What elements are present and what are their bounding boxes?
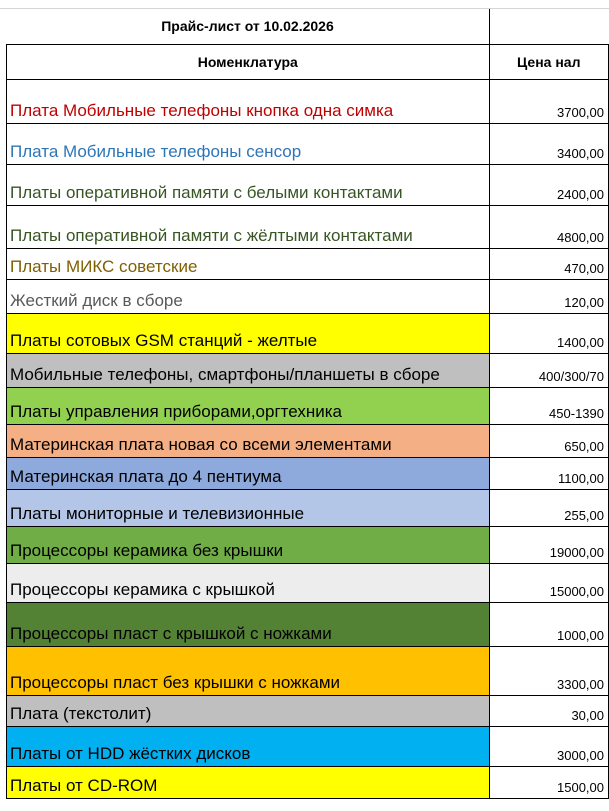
price-list-title: Прайс-лист от 10.02.2026	[7, 9, 490, 44]
item-name-cell[interactable]: Плата Мобильные телефоны сенсор	[7, 123, 490, 164]
table-row	[7, 164, 609, 205]
table-row	[7, 563, 609, 602]
item-name-cell[interactable]: Платы от HDD жёстких дисков	[7, 726, 490, 766]
item-price-cell[interactable]: 4800,00	[489, 205, 609, 248]
item-name-cell[interactable]: Платы мониторные и телевизионные	[7, 489, 490, 526]
item-price-cell[interactable]: 1500,00	[489, 766, 609, 798]
table-row	[7, 205, 609, 248]
sheet-top-edge	[0, 0, 609, 9]
table-row	[7, 526, 609, 563]
item-name-cell[interactable]: Плата Мобильные телефоны кнопка одна симка	[7, 79, 490, 123]
table-row	[7, 695, 609, 726]
table-row	[7, 313, 609, 353]
item-name-cell[interactable]: Материнская плата до 4 пентиума	[7, 457, 490, 489]
table-row	[7, 726, 609, 766]
table-row	[7, 457, 609, 489]
item-name-cell[interactable]: Платы оперативной памяти с жёлтыми контактами	[7, 205, 490, 248]
item-price-cell[interactable]: 19000,00	[489, 526, 609, 563]
table-row	[7, 353, 609, 387]
item-price-cell[interactable]: 470,00	[489, 248, 609, 279]
title-row	[7, 9, 609, 44]
table-row	[7, 766, 609, 798]
price-table	[6, 9, 609, 799]
header-row	[7, 44, 609, 79]
item-price-cell[interactable]: 255,00	[489, 489, 609, 526]
item-name-cell[interactable]: Процессоры пласт без крышки с ножками	[7, 646, 490, 695]
item-name-cell[interactable]: Процессоры керамика с крышкой	[7, 563, 490, 602]
item-price-cell[interactable]: 1000,00	[489, 602, 609, 646]
item-price-cell[interactable]: 1400,00	[489, 313, 609, 353]
column-header-price: Цена нал	[489, 44, 609, 79]
item-name-cell[interactable]: Мобильные телефоны, смартфоны/планшеты в сборе	[7, 353, 490, 387]
table-row	[7, 424, 609, 457]
item-price-cell[interactable]: 650,00	[489, 424, 609, 457]
item-name-cell[interactable]: Процессоры пласт с крышкой с ножками	[7, 602, 490, 646]
item-name-cell[interactable]: Платы от CD-ROM	[7, 766, 490, 798]
item-price-cell[interactable]: 1100,00	[489, 457, 609, 489]
item-price-cell[interactable]: 2400,00	[489, 164, 609, 205]
item-name-cell[interactable]: Плата (текстолит)	[7, 695, 490, 726]
table-row	[7, 489, 609, 526]
item-price-cell[interactable]: 120,00	[489, 279, 609, 313]
table-row	[7, 279, 609, 313]
item-name-cell[interactable]: Платы МИКС советские	[7, 248, 490, 279]
item-name-cell[interactable]: Материнская плата новая со всеми элементами	[7, 424, 490, 457]
table-row	[7, 123, 609, 164]
item-price-cell[interactable]: 3300,00	[489, 646, 609, 695]
column-header-name: Номенклатура	[7, 44, 490, 79]
item-price-cell[interactable]: 3000,00	[489, 726, 609, 766]
item-name-cell[interactable]: Платы управления приборами,оргтехника	[7, 387, 490, 424]
item-name-cell[interactable]: Платы сотовых GSM станций - желтые	[7, 313, 490, 353]
table-row	[7, 387, 609, 424]
table-row	[7, 248, 609, 279]
item-price-cell[interactable]: 3400,00	[489, 123, 609, 164]
table-row	[7, 602, 609, 646]
item-name-cell[interactable]: Жесткий диск в сборе	[7, 279, 490, 313]
item-price-cell[interactable]: 30,00	[489, 695, 609, 726]
table-row	[7, 646, 609, 695]
item-name-cell[interactable]: Платы оперативной памяти с белыми контактами	[7, 164, 490, 205]
title-empty-cell	[489, 9, 609, 44]
item-name-cell[interactable]: Процессоры керамика без крышки	[7, 526, 490, 563]
item-price-cell[interactable]: 3700,00	[489, 79, 609, 123]
item-price-cell[interactable]: 450-1390	[489, 387, 609, 424]
item-price-cell[interactable]: 15000,00	[489, 563, 609, 602]
item-price-cell[interactable]: 400/300/70	[489, 353, 609, 387]
table-row	[7, 79, 609, 123]
